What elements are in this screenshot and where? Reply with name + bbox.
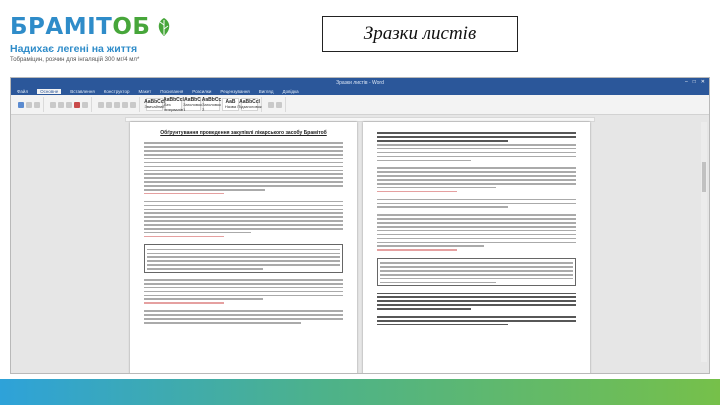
paste-icon[interactable] (18, 102, 24, 108)
font-color-icon[interactable] (74, 102, 80, 108)
style-gallery-item[interactable]: AaBbCc Заголовок 2 (201, 96, 222, 112)
text-line (377, 238, 576, 240)
maximize-icon[interactable]: □ (692, 79, 696, 85)
text-line (144, 181, 343, 183)
text-line (144, 146, 343, 148)
styles-group (143, 97, 262, 112)
text-line (144, 193, 224, 195)
ribbon-tab[interactable]: Рецензування (220, 88, 250, 94)
text-line (377, 320, 576, 322)
text-line (377, 132, 576, 134)
text-line (380, 270, 573, 272)
text-line (380, 282, 496, 284)
highlighted-paragraph (144, 244, 343, 272)
document-page-right (363, 122, 590, 374)
text-line (144, 173, 343, 175)
text-line (377, 245, 484, 247)
clipboard-group (15, 97, 44, 112)
leaf-logo-icon (154, 16, 174, 38)
style-gallery-item[interactable]: AaBbCcI Без інтервалів (163, 96, 184, 112)
text-line (144, 166, 343, 168)
cut-icon[interactable] (26, 102, 32, 108)
word-titlebar (11, 78, 709, 87)
text-line (144, 228, 343, 230)
letter-heading: Обґрунтування проведення закупівлі лікарського засобу Брамітоб (160, 130, 327, 136)
style-gallery-item[interactable]: AaBbCcI Звичайний (144, 99, 165, 110)
text-line (144, 314, 343, 316)
text-line (144, 302, 224, 304)
document-canvas (11, 122, 709, 374)
find-icon[interactable] (268, 102, 274, 108)
document-page-left (130, 122, 357, 374)
text-line (377, 222, 576, 224)
text-line (380, 266, 573, 268)
ribbon-tab[interactable]: Розсилки (192, 88, 212, 94)
ribbon-tab[interactable]: Посилання (160, 88, 184, 94)
text-line (144, 150, 343, 152)
text-line (144, 205, 343, 207)
brand-slogan: Надихає легені на життя (10, 43, 138, 55)
replace-icon[interactable] (276, 102, 282, 108)
text-line (377, 160, 471, 162)
text-line (377, 206, 508, 208)
copy-icon[interactable] (34, 102, 40, 108)
window-controls (685, 79, 705, 85)
text-line (147, 256, 340, 258)
text-line (377, 152, 576, 154)
brand-subtitle: Тобраміцин, розчин для інгаляцій 300 мг/4 мл* (10, 57, 140, 63)
text-line (144, 232, 251, 234)
scrollbar-thumb[interactable] (702, 162, 706, 192)
text-line (377, 308, 471, 310)
brand-logo (10, 14, 185, 63)
bold-icon[interactable] (50, 102, 56, 108)
text-line (144, 220, 343, 222)
text-line (144, 318, 343, 320)
window-title: Зразки листів - Word (336, 79, 384, 86)
style-gallery-item[interactable]: AaB Назва (222, 98, 239, 111)
text-line (377, 175, 576, 177)
text-line (380, 278, 573, 280)
text-line (377, 249, 457, 251)
text-line (377, 144, 576, 146)
text-line (144, 209, 343, 211)
text-line (144, 189, 265, 191)
text-line (147, 249, 340, 251)
align-left-icon[interactable] (114, 102, 120, 108)
close-icon[interactable]: ✕ (700, 79, 705, 85)
text-line (377, 293, 576, 295)
text-line (377, 296, 576, 298)
text-line (144, 142, 343, 144)
text-line (377, 191, 457, 193)
text-line (144, 201, 343, 203)
ribbon-toolbar (11, 95, 709, 115)
editing-group (265, 97, 286, 112)
text-line (377, 148, 576, 150)
text-line (144, 310, 343, 312)
text-line (144, 236, 224, 238)
text-line (377, 203, 576, 205)
text-line (144, 162, 343, 164)
ribbon-tab[interactable]: Основне (37, 89, 61, 94)
text-line (377, 316, 576, 318)
italic-icon[interactable] (58, 102, 64, 108)
underline-icon[interactable] (66, 102, 72, 108)
text-line (377, 230, 576, 232)
text-line (377, 234, 576, 236)
text-line (380, 262, 573, 264)
text-line (377, 242, 576, 244)
text-line (377, 214, 576, 216)
minimize-icon[interactable]: – (684, 79, 688, 85)
highlighted-paragraph (377, 258, 576, 286)
bottom-gradient-stripe (0, 379, 720, 405)
text-line (380, 274, 573, 276)
ribbon-tabs (11, 87, 709, 95)
font-group (47, 97, 92, 112)
text-line (377, 218, 576, 220)
text-line (144, 287, 343, 289)
text-line (144, 295, 343, 297)
ribbon-tab[interactable]: Довідка (282, 88, 299, 94)
text-line (377, 156, 576, 158)
text-line (377, 179, 576, 181)
text-line (144, 158, 343, 160)
text-line (377, 226, 576, 228)
slide-title-box (322, 16, 518, 52)
bullets-icon[interactable] (98, 102, 104, 108)
align-center-icon[interactable] (122, 102, 128, 108)
text-line (144, 177, 343, 179)
text-line (144, 291, 343, 293)
vertical-scrollbar[interactable] (701, 122, 707, 362)
text-line (144, 216, 343, 218)
text-line (147, 253, 340, 255)
paragraph-group (95, 97, 140, 112)
text-line (144, 322, 301, 324)
text-line (377, 304, 576, 306)
ribbon-tab[interactable]: Вигляд (258, 88, 274, 94)
text-line (377, 199, 576, 201)
text-line (377, 136, 576, 138)
ribbon-tab[interactable]: Конструктор (103, 88, 130, 94)
text-line (377, 167, 576, 169)
text-line (144, 283, 343, 285)
text-line (377, 187, 496, 189)
ribbon-tab[interactable]: Вставлення (70, 88, 95, 94)
text-line (144, 185, 343, 187)
text-line (144, 279, 343, 281)
text-line (377, 300, 576, 302)
ribbon-tab[interactable]: Макет (138, 88, 152, 94)
highlight-icon[interactable] (82, 102, 88, 108)
text-line (144, 224, 343, 226)
justify-icon[interactable] (130, 102, 136, 108)
style-gallery-item[interactable]: AaBbC Заголовок 1 (183, 96, 202, 112)
text-line (147, 268, 263, 270)
slide-title: Зразки листів (363, 23, 477, 44)
brand-name: БРАМІТОБ (10, 14, 151, 40)
text-line (377, 324, 508, 326)
text-line (144, 212, 343, 214)
ribbon-tab[interactable]: Файл (17, 88, 29, 94)
text-line (147, 260, 340, 262)
text-line (144, 170, 343, 172)
text-line (147, 264, 340, 266)
style-gallery-item[interactable]: AaBbCcI Підзаголовок (237, 99, 262, 110)
text-line (144, 154, 343, 156)
text-line (377, 171, 576, 173)
numbering-icon[interactable] (106, 102, 112, 108)
text-line (144, 298, 263, 300)
text-line (377, 140, 508, 142)
word-window (10, 77, 710, 374)
text-line (377, 183, 576, 185)
